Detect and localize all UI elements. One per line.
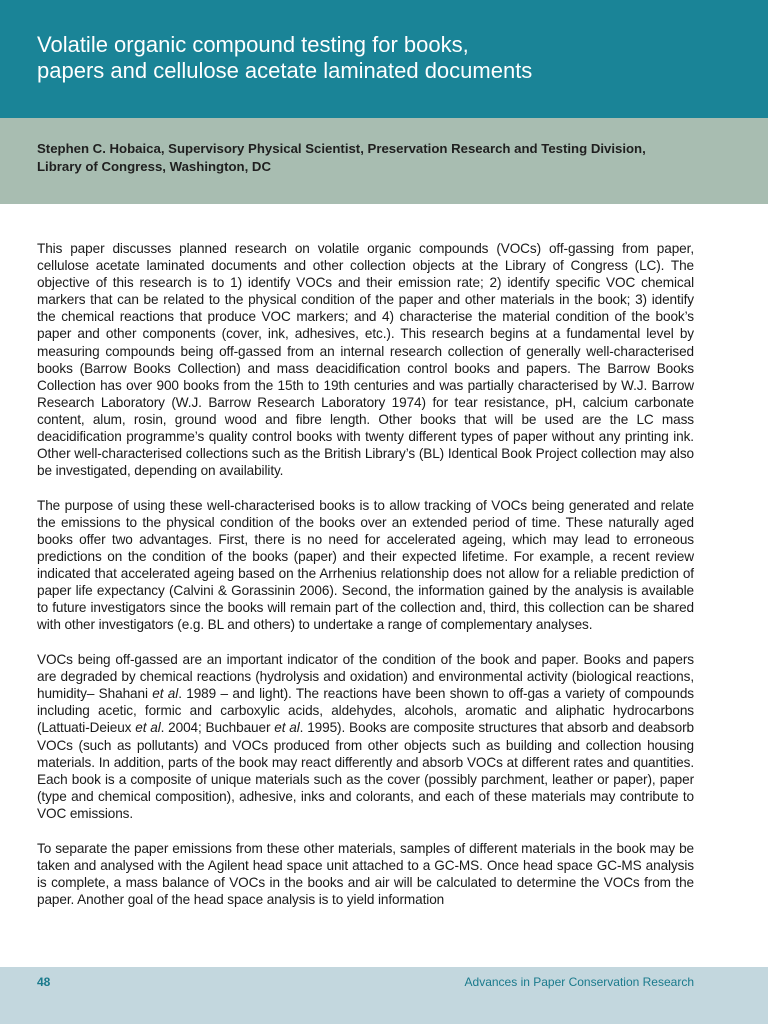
paragraph-3-text-d: . 1995). Books are composite structures that absorb and deabsorb VOCs (such as pollutants) and VOCs produced from other objects such as building and collection housing materials. In addition, parts of the book may react differently and absorb VOCs at different rates and quantities. Each book is a composite of unique materials such as the cover (possibly parchment, leather or paper), paper (type and chemical composition), adhesive, inks and colorants, and each of these materials may contribute to VOC emissions. <box>37 720 694 821</box>
article-body <box>37 240 694 925</box>
paragraph-3 <box>37 651 694 822</box>
citation-et-al: et al <box>135 720 161 736</box>
page-footer <box>0 967 768 1024</box>
paragraph-3-text-a: VOCs being off-gassed are an important indicator of the condition of the book and paper. Books and papers are degraded by chemical reactions (hydrolysis and oxidation) and environmental activity (biological reactions, humidity– Shahani <box>37 652 694 702</box>
citation-et-al: et al <box>274 720 300 736</box>
author-line-2: Library of Congress, Washington, DC <box>37 159 271 174</box>
author-line-1: Stephen C. Hobaica, Supervisory Physical Scientist, Preservation Research and Testing Division, <box>37 141 646 156</box>
paragraph-3-text-c: . 2004; Buchbauer <box>160 720 275 736</box>
citation-et-al: et al <box>152 686 179 702</box>
title-band <box>0 0 768 118</box>
article-title-line-2: papers and cellulose acetate laminated documents <box>37 58 533 83</box>
paragraph-2: The purpose of using these well-characterised books is to allow tracking of VOCs being generated and relate the emissions to the physical condition of the books over an extended period of time. These naturally aged books offer two advantages. First, there is no need for accelerated ageing, which may lead to erroneous predictions on the condition of the books (paper) and their expected lifetime. For example, a recent review indicated that accelerated ageing based on the Arrhenius relationship does not allow for a reliable prediction of paper life expectancy (Calvini & Gorassinin 2006). Second, the information gained by the analysis is available to future investigators since the books will remain part of the collection and, third, this collection can be shared with other investigators (e.g. BL and others) to undertake a range of complementary analyses. <box>37 497 694 633</box>
article-title-line-1: Volatile organic compound testing for books, <box>37 32 469 57</box>
paragraph-4: To separate the paper emissions from these other materials, samples of different materials in the book may be taken and analysed with the Agilent head space unit attached to a GC-MS. Once head space GC-MS analysis is complete, a mass balance of VOCs in the books and air will be calculated to determine the VOCs from the paper. Another goal of the head space analysis is to yield information <box>37 840 694 907</box>
paragraph-1: This paper discusses planned research on volatile organic compounds (VOCs) off-gassing from paper, cellulose acetate laminated documents and other collection objects at the Library of Congress (LC). The objective of this research is to 1) identify VOCs and their emission rate; 2) identify specific VOC chemical markers that can be related to the physical condition of the paper and other materials in the book; 3) identify the chemical reactions that produce VOC markers; and 4) characterise the material condition of the book’s paper and other components (cover, ink, adhesives, etc.). This research begins at a fundamental level by measuring compounds being off-gassed from an internal research collection of generally well-characterised books (Barrow Books Collection) and mass deacidification control books and papers. The Barrow Books Collection has over 900 books from the 15th to 19th centuries and was partially characterised by W.J. Barrow Research Laboratory (W.J. Barrow Research Laboratory 1974) for tear resistance, pH, calcium carbonate content, alum, rosin, ground wood and fibre length. Other books that will be used are the LC mass deacidification programme’s quality control books with twenty different types of paper without any printing ink. Other well-characterised collections such as the British Library’s (BL) Identical Book Project collection may also be investigated, depending on availability. <box>37 241 694 479</box>
page-number: 48 <box>37 975 51 989</box>
journal-title: Advances in Paper Conservation Research <box>464 975 694 989</box>
author-band <box>0 118 768 204</box>
paragraph-3-text-b: . 1989 – and light). The reactions have been shown to off-gas a variety of compounds including acetic, formic and carboxylic acids, aldehydes, alcohols, aromatic and aliphatic hydrocarbons (Lattuati-Deieux <box>37 686 694 736</box>
